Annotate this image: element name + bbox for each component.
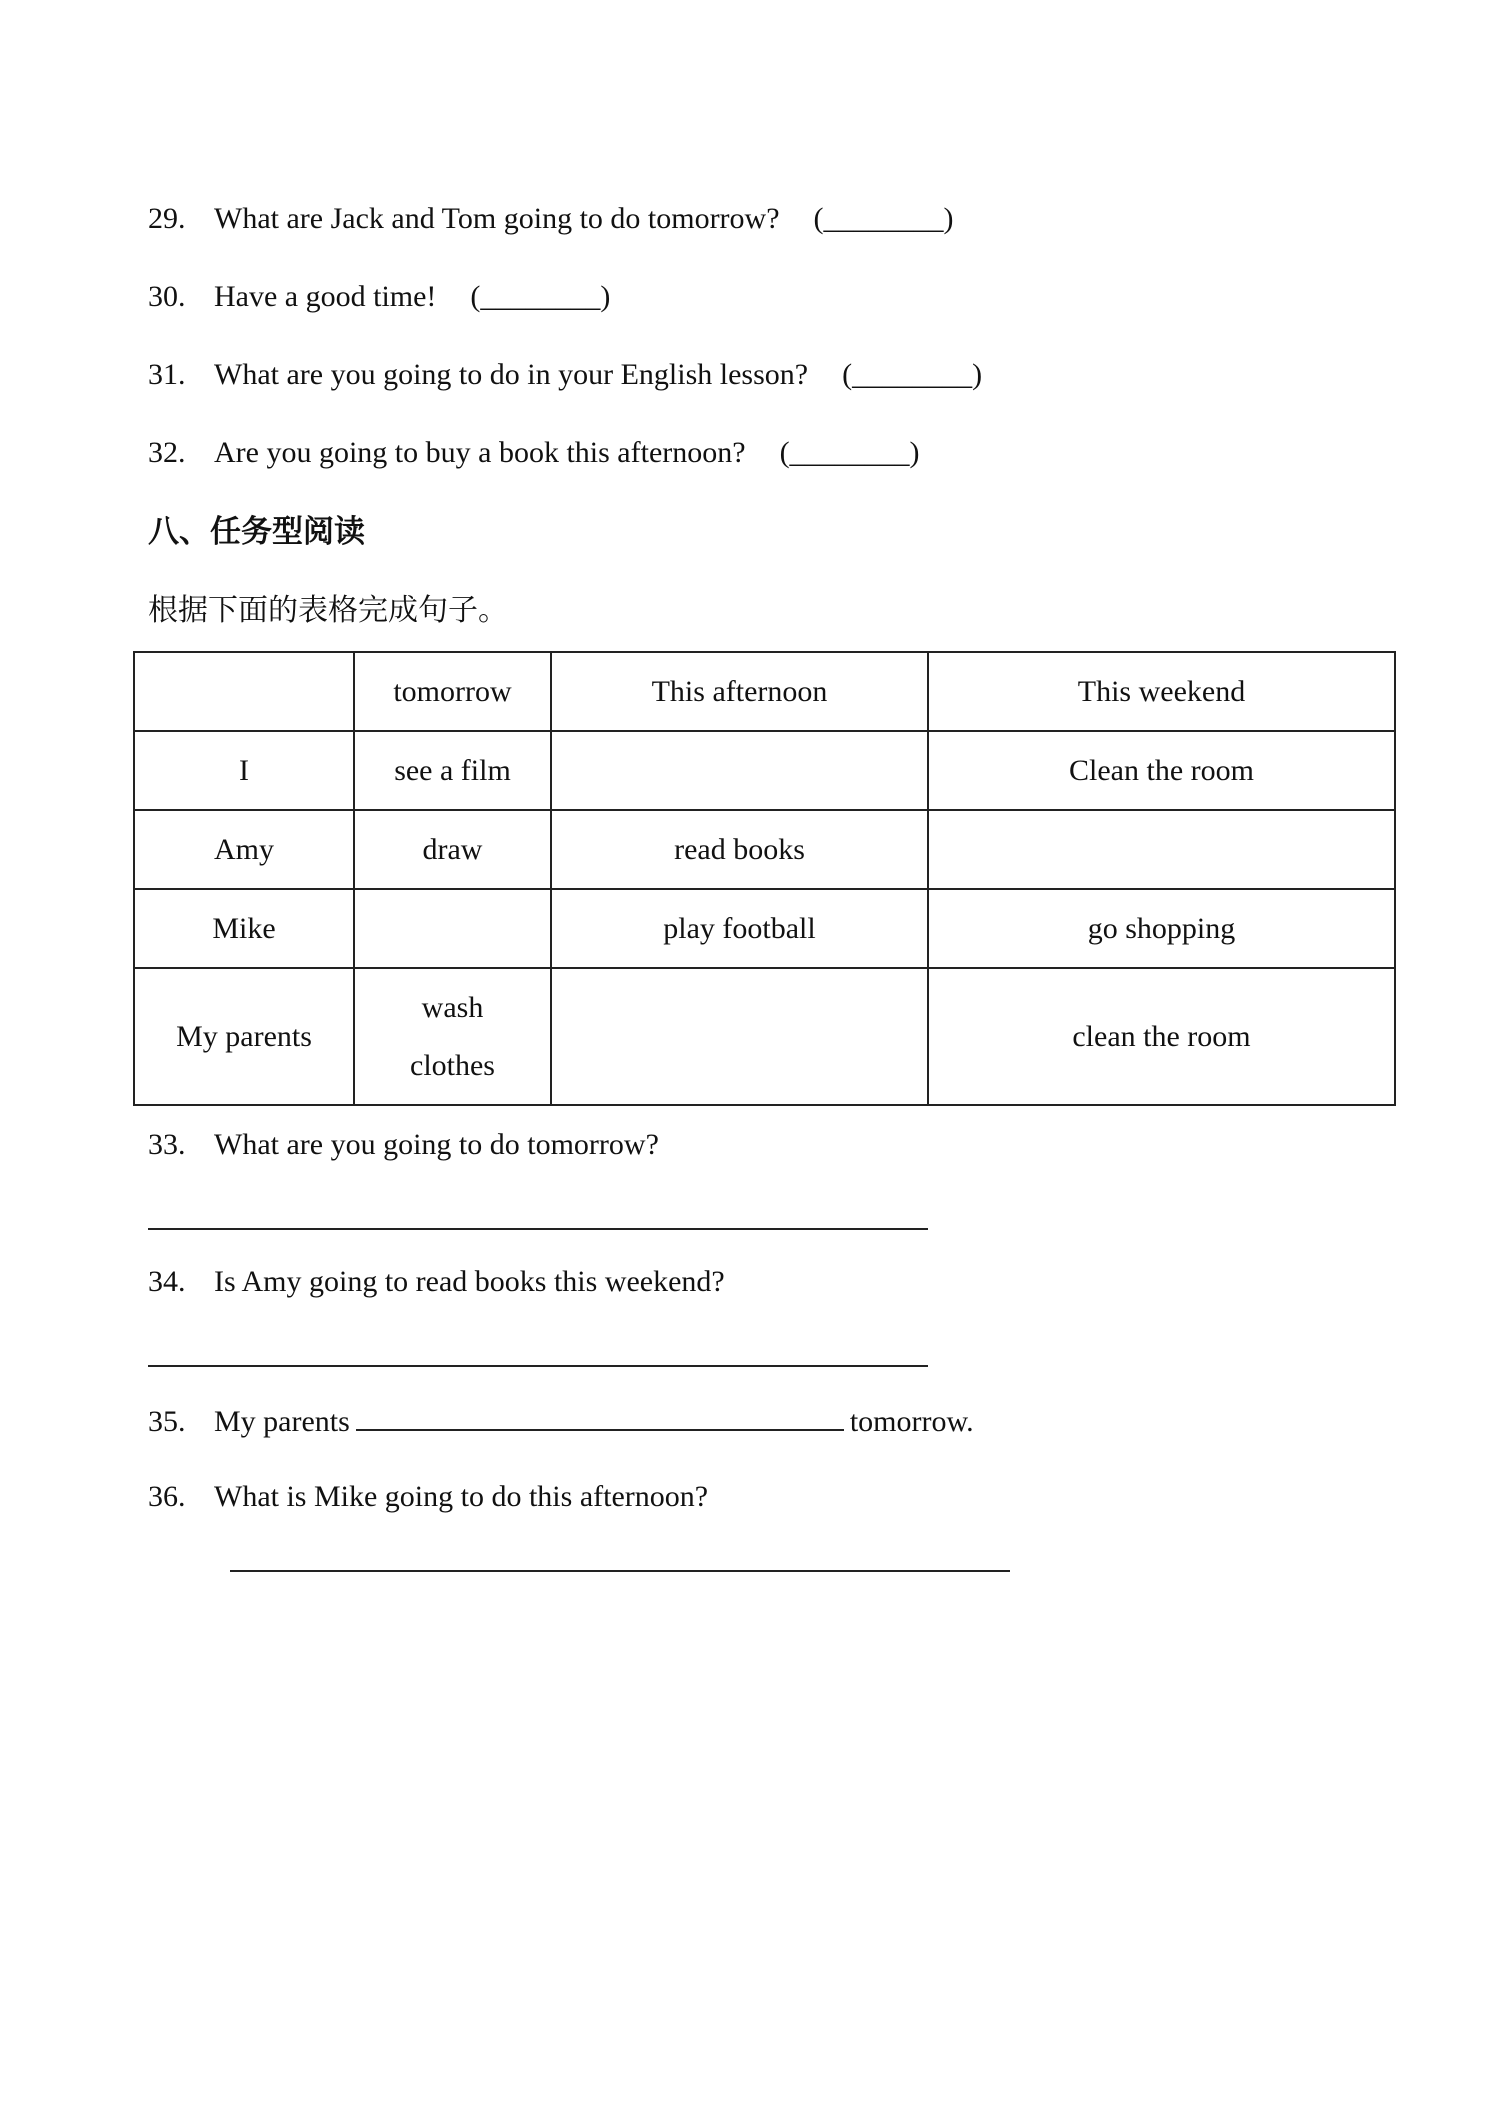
table-row — [134, 810, 1395, 889]
question-text: What are you going to do in your English lesson? — [214, 358, 809, 391]
table-cell: Clean the room — [928, 731, 1395, 810]
answer-blank[interactable]: (________) — [779, 436, 920, 469]
question-number: 35. — [148, 1405, 186, 1438]
question-text: Have a good time! — [214, 280, 437, 313]
table-cell: read books — [551, 810, 928, 889]
section-title: 八、任务型阅读 — [148, 514, 365, 550]
question-text: Are you going to buy a book this afternoon? — [214, 436, 746, 469]
question-number: 31. — [148, 358, 186, 391]
table-row — [134, 889, 1395, 968]
table-row — [134, 731, 1395, 810]
table-header-cell: This weekend — [928, 652, 1395, 731]
answer-blank[interactable]: (________) — [842, 358, 983, 391]
question-33 — [148, 1125, 659, 1165]
question-36 — [148, 1477, 708, 1517]
table-header-cell: tomorrow — [354, 652, 551, 731]
table-header-cell: This afternoon — [551, 652, 928, 731]
table-cell: go shopping — [928, 889, 1395, 968]
question-text: What is Mike going to do this afternoon? — [214, 1480, 709, 1513]
table-cell: Mike — [134, 889, 354, 968]
table-cell: play football — [551, 889, 928, 968]
table-cell — [928, 810, 1395, 889]
table-cell: wash clothes — [354, 968, 551, 1105]
table-row — [134, 968, 1395, 1105]
answer-line[interactable] — [148, 1228, 928, 1230]
question-number: 33. — [148, 1128, 186, 1161]
table-cell: I — [134, 731, 354, 810]
question-text: Is Amy going to read books this weekend? — [214, 1265, 725, 1298]
schedule-table — [133, 651, 1396, 1106]
question-number: 34. — [148, 1265, 186, 1298]
table-cell: clean the room — [928, 968, 1395, 1105]
fill-in-blank[interactable] — [356, 1399, 844, 1431]
question-text: What are Jack and Tom going to do tomorrow? — [214, 202, 780, 235]
table-cell — [134, 652, 354, 731]
question-text-before: My parents — [214, 1405, 350, 1438]
table-header-row — [134, 652, 1395, 731]
question-35 — [148, 1399, 974, 1442]
question-text-after: tomorrow. — [849, 1405, 974, 1438]
table-cell: draw — [354, 810, 551, 889]
question-31 — [148, 355, 982, 395]
table-cell — [551, 731, 928, 810]
question-32 — [148, 433, 920, 473]
question-30 — [148, 277, 610, 317]
answer-line[interactable] — [230, 1570, 1010, 1572]
question-number: 32. — [148, 436, 186, 469]
table-cell: Amy — [134, 810, 354, 889]
table-cell — [354, 889, 551, 968]
question-number: 30. — [148, 280, 186, 313]
question-29 — [148, 199, 954, 239]
question-number: 36. — [148, 1480, 186, 1513]
answer-blank[interactable]: (________) — [470, 280, 611, 313]
question-34 — [148, 1262, 725, 1302]
answer-line[interactable] — [148, 1365, 928, 1367]
table-cell — [551, 968, 928, 1105]
question-text: What are you going to do tomorrow? — [214, 1128, 659, 1161]
section-instruction: 根据下面的表格完成句子。 — [148, 593, 508, 628]
table-cell: My parents — [134, 968, 354, 1105]
question-number: 29. — [148, 202, 186, 235]
table-cell: see a film — [354, 731, 551, 810]
answer-blank[interactable]: (________) — [813, 202, 954, 235]
